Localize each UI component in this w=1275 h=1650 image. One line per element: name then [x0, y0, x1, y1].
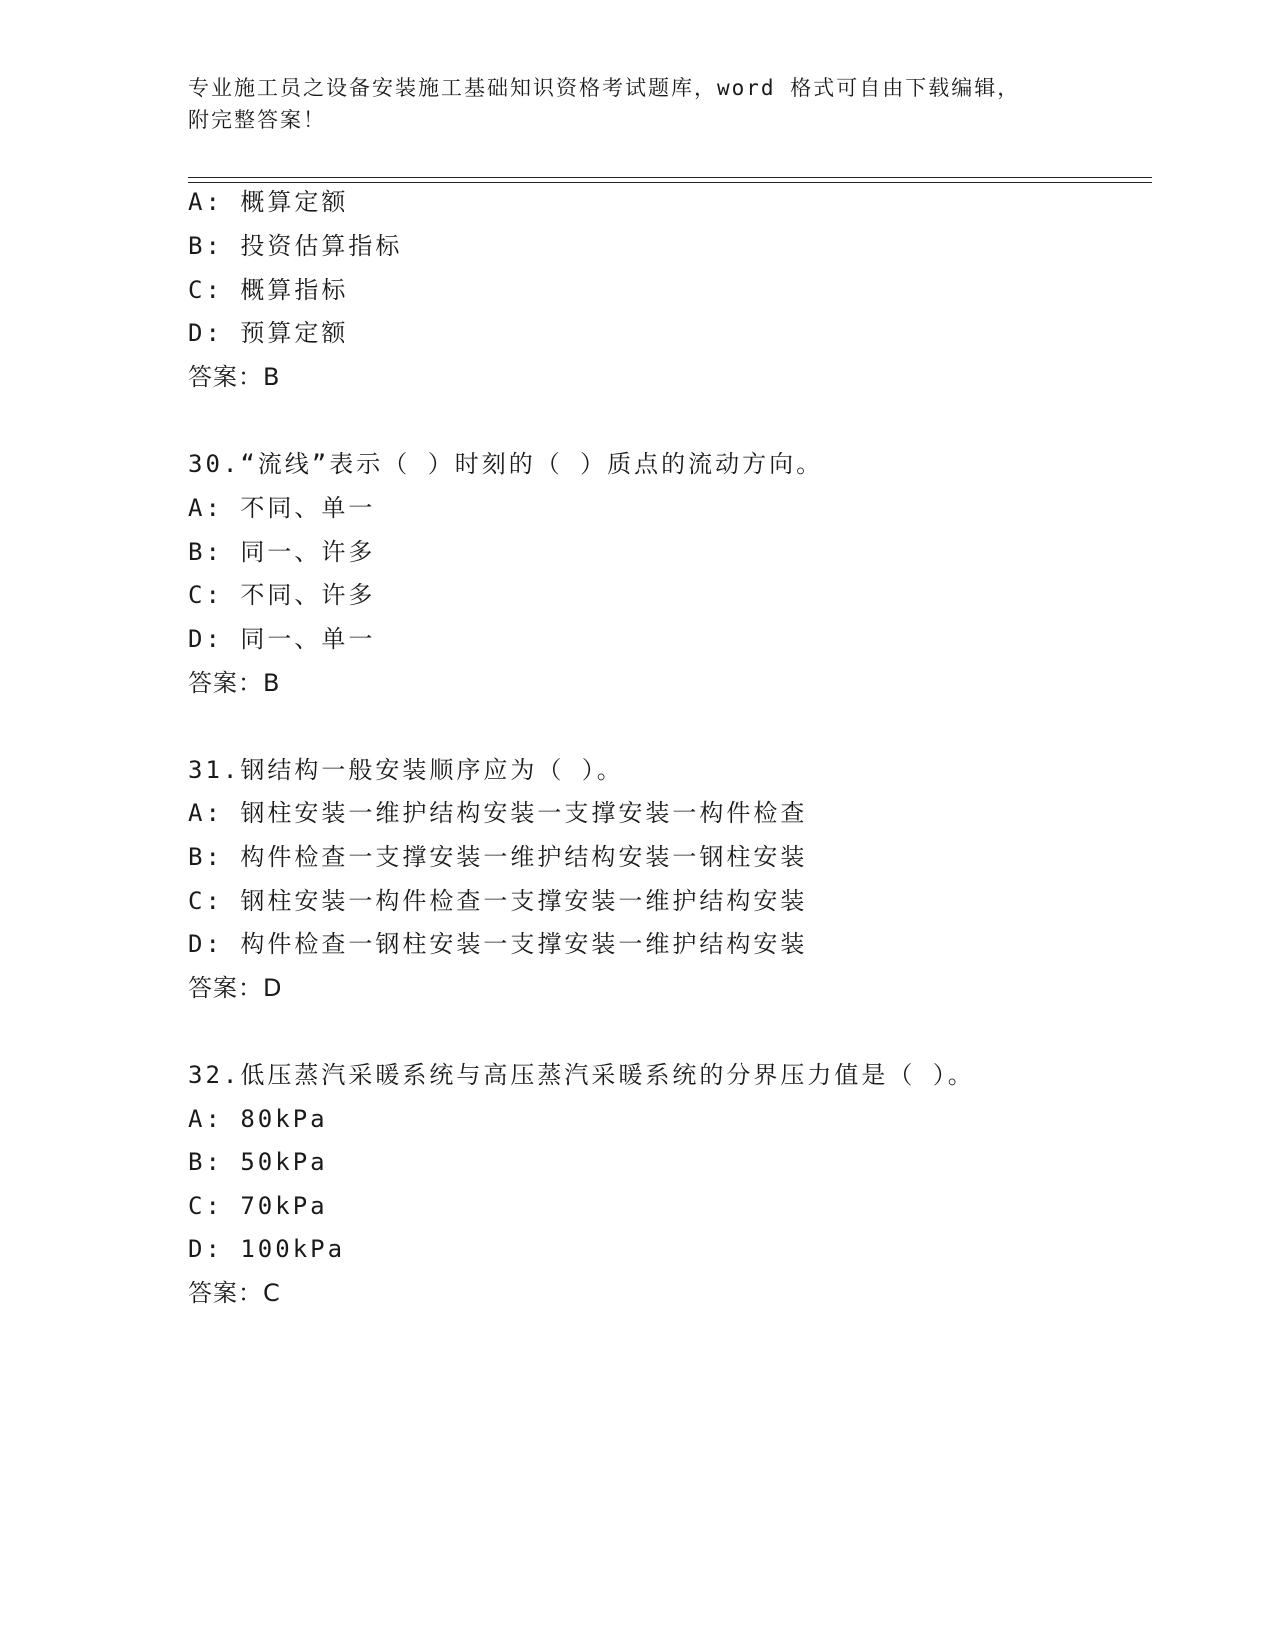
q32-option-b: B: 50kPa: [188, 1148, 328, 1176]
q29-option-d: D: 预算定额: [188, 319, 349, 347]
q30-option-c: C: 不同、许多: [188, 581, 376, 609]
q31-option-d: D: 构件检查一钢柱安装一支撑安装一维护结构安装: [188, 930, 808, 958]
q30-option-a: A: 不同、单一: [188, 494, 376, 522]
q29-option-a: A: 概算定额: [188, 188, 349, 216]
q29-option-c: C: 概算指标: [188, 276, 349, 304]
q31-option-b: B: 构件检查一支撑安装一维护结构安装一钢柱安装: [188, 843, 808, 871]
q32-option-a: A: 80kPa: [188, 1105, 328, 1133]
q32-question: 32.低压蒸汽采暖系统与高压蒸汽采暖系统的分界压力值是（ ）。: [188, 1061, 975, 1089]
header-divider-bottom: [188, 182, 1152, 183]
q30-option-b: B: 同一、许多: [188, 538, 376, 566]
q31-answer: 答案：D: [188, 974, 283, 1002]
q31-option-a: A: 钢柱安装一维护结构安装一支撑安装一构件检查: [188, 799, 808, 827]
q30-option-d: D: 同一、单一: [188, 625, 376, 653]
q30-question: 30.“流线”表示（ ）时刻的（ ）质点的流动方向。: [188, 450, 824, 478]
header-divider-top: [188, 177, 1152, 178]
q29-answer: 答案：B: [188, 363, 281, 391]
header-line-1: 专业施工员之设备安装施工基础知识资格考试题库，word 格式可自由下载编辑，: [188, 76, 1021, 100]
q32-answer: 答案：C: [188, 1279, 281, 1307]
q32-option-d: D: 100kPa: [188, 1235, 346, 1263]
q29-option-b: B: 投资估算指标: [188, 232, 403, 260]
q30-answer: 答案：B: [188, 669, 281, 697]
q31-option-c: C: 钢柱安装一构件检查一支撑安装一维护结构安装: [188, 887, 808, 915]
document-header: [188, 72, 1088, 136]
q32-option-c: C: 70kPa: [188, 1192, 328, 1220]
q31-question: 31.钢结构一般安装顺序应为（ ）。: [188, 756, 624, 784]
header-line-2: 附完整答案！: [188, 108, 326, 132]
